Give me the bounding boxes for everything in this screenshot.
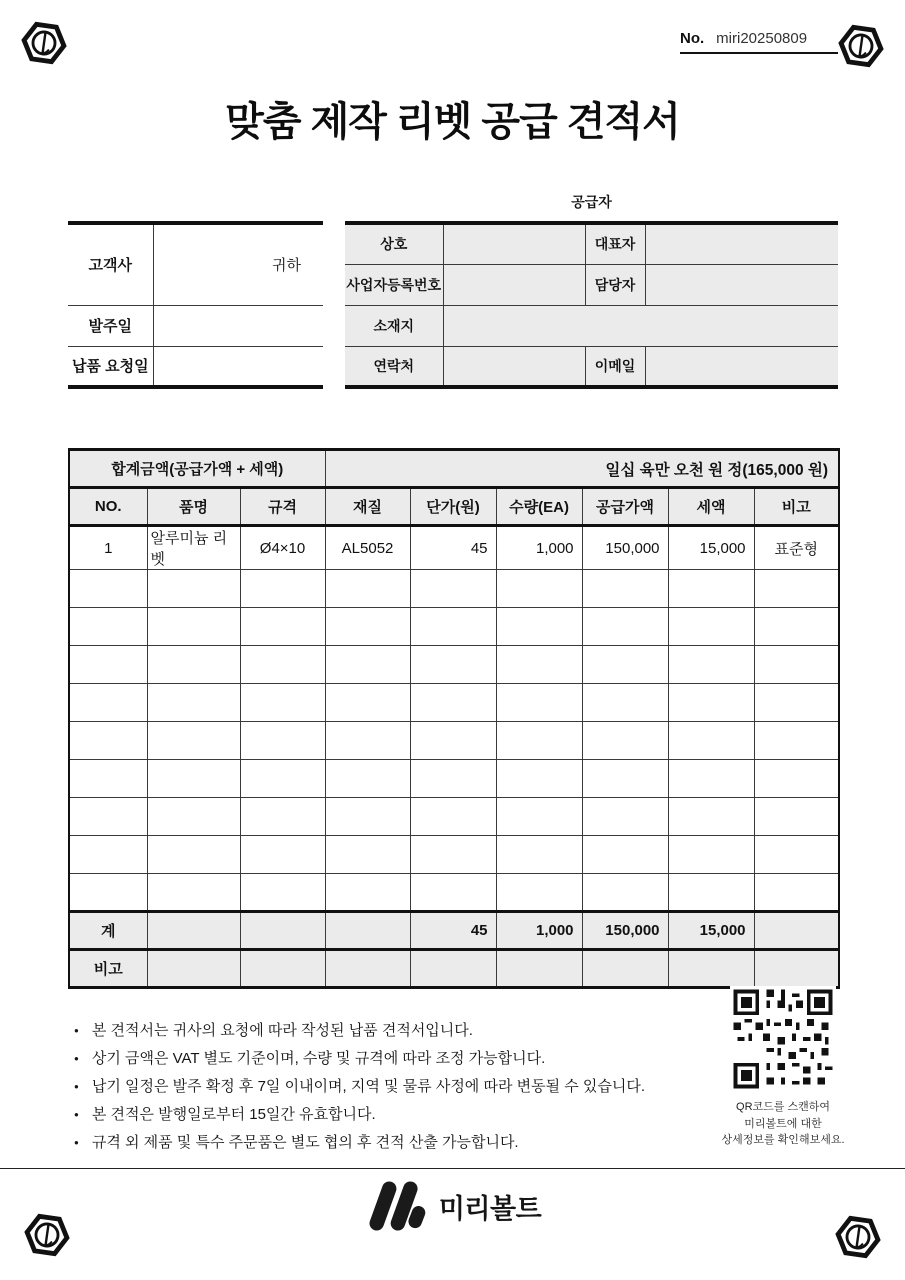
empty-cell — [240, 836, 325, 874]
empty-cell — [147, 684, 240, 722]
note-text: ● 규격 외 제품 및 특수 주문품은 별도 협의 후 견적 산출 가능합니다. — [91, 1134, 519, 1151]
remark-cell — [410, 950, 496, 988]
empty-cell — [147, 836, 240, 874]
remark-cell — [496, 950, 582, 988]
sum-unit-price: 45 — [410, 912, 496, 950]
empty-cell — [240, 798, 325, 836]
remark-cell — [240, 950, 325, 988]
empty-cell — [754, 874, 839, 912]
empty-item-rows — [69, 570, 839, 912]
empty-row — [69, 798, 839, 836]
empty-cell — [582, 760, 668, 798]
address-value — [443, 305, 838, 346]
empty-row — [69, 722, 839, 760]
customer-value: 귀하 — [153, 223, 323, 305]
empty-cell — [668, 646, 754, 684]
remark-cell — [325, 950, 410, 988]
empty-cell — [582, 798, 668, 836]
empty-cell — [147, 760, 240, 798]
ceo-label: 대표자 — [585, 223, 645, 264]
empty-cell — [325, 760, 410, 798]
empty-row — [69, 646, 839, 684]
empty-cell — [325, 608, 410, 646]
email-value — [645, 346, 838, 387]
qr-caption-line: 상세정보를 확인해보세요. — [721, 1134, 845, 1146]
item-unit-price: 45 — [410, 526, 496, 570]
brand-logo — [0, 1178, 905, 1234]
empty-row — [69, 874, 839, 912]
manager-label: 담당자 — [585, 264, 645, 305]
empty-cell — [147, 570, 240, 608]
empty-row — [69, 608, 839, 646]
sum-cell — [325, 912, 410, 950]
info-section — [0, 192, 905, 389]
phone-label: 연락처 — [345, 346, 443, 387]
empty-cell — [410, 646, 496, 684]
empty-cell — [582, 570, 668, 608]
miribolt-logo-icon — [364, 1181, 426, 1231]
header-cell: 수량(EA) — [496, 488, 582, 526]
empty-cell — [754, 836, 839, 874]
empty-cell — [496, 684, 582, 722]
empty-cell — [496, 608, 582, 646]
empty-cell — [240, 684, 325, 722]
note-item — [74, 1075, 674, 1096]
empty-cell — [754, 722, 839, 760]
remark-cell — [582, 950, 668, 988]
supplier-row — [345, 223, 838, 264]
empty-cell — [582, 608, 668, 646]
reg-no-label: 사업자등록번호 — [345, 264, 443, 305]
item-qty: 1,000 — [496, 526, 582, 570]
empty-cell — [410, 760, 496, 798]
note-text: ● 납기 일정은 발주 확정 후 7일 이내이며, 지역 및 물류 사정에 따라 변동될 수 있습니다. — [91, 1078, 646, 1095]
empty-cell — [69, 798, 147, 836]
empty-cell — [147, 874, 240, 912]
note-item — [74, 1019, 674, 1040]
empty-cell — [69, 608, 147, 646]
empty-cell — [754, 760, 839, 798]
empty-cell — [496, 722, 582, 760]
empty-cell — [754, 798, 839, 836]
reg-no-value — [443, 264, 585, 305]
empty-cell — [325, 722, 410, 760]
phone-value — [443, 346, 585, 387]
sum-row — [69, 912, 839, 950]
note-item — [74, 1103, 674, 1124]
customer-row — [68, 223, 323, 305]
qr-block — [708, 986, 858, 1149]
empty-cell — [496, 874, 582, 912]
empty-cell — [410, 836, 496, 874]
empty-cell — [668, 570, 754, 608]
remark-cell — [147, 950, 240, 988]
delivery-date-label: 납품 요청일 — [68, 346, 153, 387]
header-cell: 세액 — [668, 488, 754, 526]
header-cell: 품명 — [147, 488, 240, 526]
customer-label: 고객사 — [68, 223, 153, 305]
note-text: ● 본 견적은 발행일로부터 15일간 유효합니다. — [91, 1106, 376, 1123]
customer-table — [68, 221, 323, 389]
address-label: 소재지 — [345, 305, 443, 346]
bolt-head-icon — [21, 20, 67, 66]
supplier-row — [345, 264, 838, 305]
sum-supply: 150,000 — [582, 912, 668, 950]
empty-cell — [496, 760, 582, 798]
empty-cell — [325, 570, 410, 608]
note-text: ● 상기 금액은 VAT 별도 기준이며, 수량 및 규격에 따라 조정 가능합니다. — [91, 1050, 546, 1067]
empty-cell — [496, 570, 582, 608]
empty-cell — [240, 646, 325, 684]
item-no: 1 — [69, 526, 147, 570]
empty-cell — [668, 798, 754, 836]
page-title: 맞춤 제작 리벳 공급 견적서 — [225, 100, 680, 144]
remark-label: 비고 — [69, 950, 147, 988]
notes-list — [74, 1019, 674, 1152]
item-tax: 15,000 — [668, 526, 754, 570]
empty-cell — [668, 760, 754, 798]
sum-label: 계 — [69, 912, 147, 950]
header-cell: 단가(원) — [410, 488, 496, 526]
sum-qty: 1,000 — [496, 912, 582, 950]
remark-cell — [668, 950, 754, 988]
email-label: 이메일 — [585, 346, 645, 387]
empty-cell — [325, 646, 410, 684]
empty-cell — [496, 798, 582, 836]
empty-cell — [69, 836, 147, 874]
quote-header-row — [69, 488, 839, 526]
empty-cell — [240, 760, 325, 798]
empty-cell — [668, 874, 754, 912]
brand-logo-text: 미리볼트 — [438, 1193, 542, 1224]
empty-cell — [69, 684, 147, 722]
empty-cell — [240, 874, 325, 912]
header-cell: 비고 — [754, 488, 839, 526]
empty-cell — [754, 570, 839, 608]
remark-cell — [754, 950, 839, 988]
empty-cell — [496, 646, 582, 684]
empty-cell — [69, 646, 147, 684]
note-item — [74, 1131, 674, 1152]
item-name: 알루미늄 리벳 — [147, 526, 240, 570]
empty-cell — [325, 836, 410, 874]
empty-row — [69, 570, 839, 608]
empty-cell — [325, 798, 410, 836]
empty-cell — [69, 760, 147, 798]
supplier-caption: 공급자 — [571, 194, 612, 210]
manager-value — [645, 264, 838, 305]
company-label: 상호 — [345, 223, 443, 264]
document-number-label: No. — [680, 30, 705, 47]
empty-cell — [410, 874, 496, 912]
document-number — [680, 30, 838, 54]
empty-cell — [240, 722, 325, 760]
empty-cell — [410, 608, 496, 646]
ceo-value — [645, 223, 838, 264]
empty-cell — [582, 646, 668, 684]
empty-cell — [582, 722, 668, 760]
qr-caption-line: 미리볼트에 대한 — [744, 1117, 822, 1130]
empty-cell — [69, 874, 147, 912]
supplier-row — [345, 346, 838, 387]
empty-row — [69, 760, 839, 798]
header-cell: 공급가액 — [582, 488, 668, 526]
empty-cell — [325, 874, 410, 912]
supplier-block — [345, 192, 838, 389]
empty-cell — [69, 722, 147, 760]
empty-cell — [69, 570, 147, 608]
supplier-row — [345, 305, 838, 346]
empty-cell — [240, 570, 325, 608]
header-cell: NO. — [69, 488, 147, 526]
company-value — [443, 223, 585, 264]
header-cell: 재질 — [325, 488, 410, 526]
empty-cell — [496, 836, 582, 874]
total-amount-value: 일십 육만 오천 원 정(165,000 원) — [325, 450, 839, 488]
item-material: AL5052 — [325, 526, 410, 570]
total-amount-row — [69, 450, 839, 488]
note-item — [74, 1047, 674, 1068]
empty-cell — [582, 874, 668, 912]
bolt-head-icon — [838, 23, 884, 69]
empty-cell — [410, 798, 496, 836]
order-date-value — [153, 305, 323, 346]
empty-row — [69, 836, 839, 874]
sum-tax: 15,000 — [668, 912, 754, 950]
qr-caption — [708, 1099, 858, 1149]
empty-cell — [668, 836, 754, 874]
empty-cell — [668, 608, 754, 646]
header-cell: 규격 — [240, 488, 325, 526]
empty-cell — [410, 570, 496, 608]
empty-cell — [582, 836, 668, 874]
remark-row — [69, 950, 839, 988]
delivery-date-row — [68, 346, 323, 387]
empty-cell — [668, 722, 754, 760]
order-date-row — [68, 305, 323, 346]
total-amount-label: 합계금액(공급가액 + 세액) — [69, 450, 325, 488]
empty-cell — [410, 684, 496, 722]
item-row — [69, 526, 839, 570]
empty-cell — [147, 646, 240, 684]
empty-cell — [582, 684, 668, 722]
empty-cell — [147, 722, 240, 760]
empty-cell — [754, 646, 839, 684]
empty-cell — [325, 684, 410, 722]
empty-cell — [147, 608, 240, 646]
footer-divider — [0, 1168, 905, 1169]
sum-cell — [147, 912, 240, 950]
empty-cell — [754, 608, 839, 646]
item-spec: Ø4×10 — [240, 526, 325, 570]
empty-cell — [147, 798, 240, 836]
item-supply: 150,000 — [582, 526, 668, 570]
note-text: ● 본 견적서는 귀사의 요청에 따라 작성된 납품 견적서입니다. — [91, 1022, 473, 1039]
qr-code — [730, 986, 836, 1092]
sum-cell — [754, 912, 839, 950]
empty-cell — [668, 684, 754, 722]
empty-cell — [240, 608, 325, 646]
document-number-value: miri20250809 — [716, 30, 808, 47]
empty-row — [69, 684, 839, 722]
qr-caption-line: QR코드를 스캔하여 — [736, 1101, 830, 1113]
order-date-label: 발주일 — [68, 305, 153, 346]
supplier-table — [345, 221, 838, 389]
quote-table — [68, 448, 840, 989]
empty-cell — [754, 684, 839, 722]
sum-cell — [240, 912, 325, 950]
delivery-date-value — [153, 346, 323, 387]
item-note: 표준형 — [754, 526, 839, 570]
empty-cell — [410, 722, 496, 760]
